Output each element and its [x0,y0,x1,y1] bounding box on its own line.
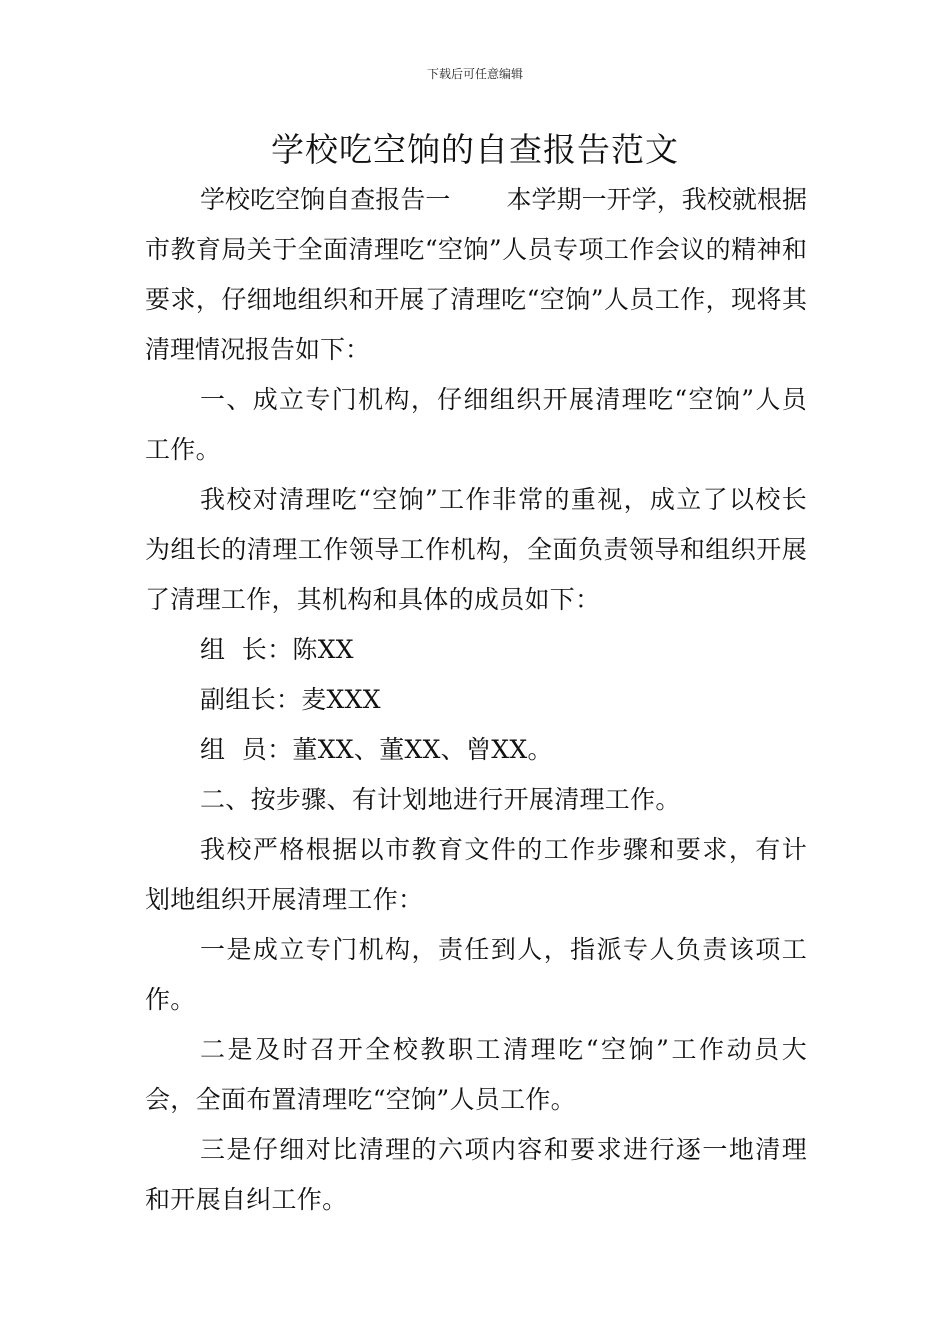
list-item: 三是仔细对比清理的六项内容和要求进行逐一地清理和开展自纠工作。 [145,1135,807,1214]
section-heading-1: 一、成立专门机构，仔细组织开展清理吃“空饷”人员工作。 [145,385,807,464]
lead-paragraph [145,175,807,375]
list-item: 一是成立专门机构，责任到人，指派专人负责该项工作。 [145,935,807,1014]
lead-heading: 学校吃空饷自查报告一 [200,185,451,214]
document-title: 学校吃空饷的自查报告范文 [271,130,679,169]
header-note: 下载后可任意编辑 [426,67,523,81]
member-line-members: 组 员：董XX、董XX、曾XX。 [200,735,553,764]
paragraph: 我校严格根据以市教育文件的工作步骤和要求，有计划地组织开展清理工作： [145,835,807,914]
list-item: 二是及时召开全校教职工清理吃“空饷”工作动员大会，全面布置清理吃“空饷”人员工作。 [145,1035,807,1114]
member-line-leader: 组 长：陈XX [200,635,354,664]
member-line-deputy: 副组长：麦XXX [200,685,381,714]
section-heading-2: 二、按步骤、有计划地进行开展清理工作。 [200,785,681,814]
lead-text: 本学期一开学，我校就根据市教育局关于全面清理吃“空饷”人员专项工作会议的精神和要求，仔细地组织和开展了清理吃“空饷”人员工作，现将其清理情况报告如下： [145,185,807,364]
document-body [145,175,807,1225]
paragraph: 我校对清理吃“空饷”工作非常的重视，成立了以校长为组长的清理工作领导工作机构，全面负责领导和组织开展了清理工作，其机构和具体的成员如下： [145,485,807,614]
